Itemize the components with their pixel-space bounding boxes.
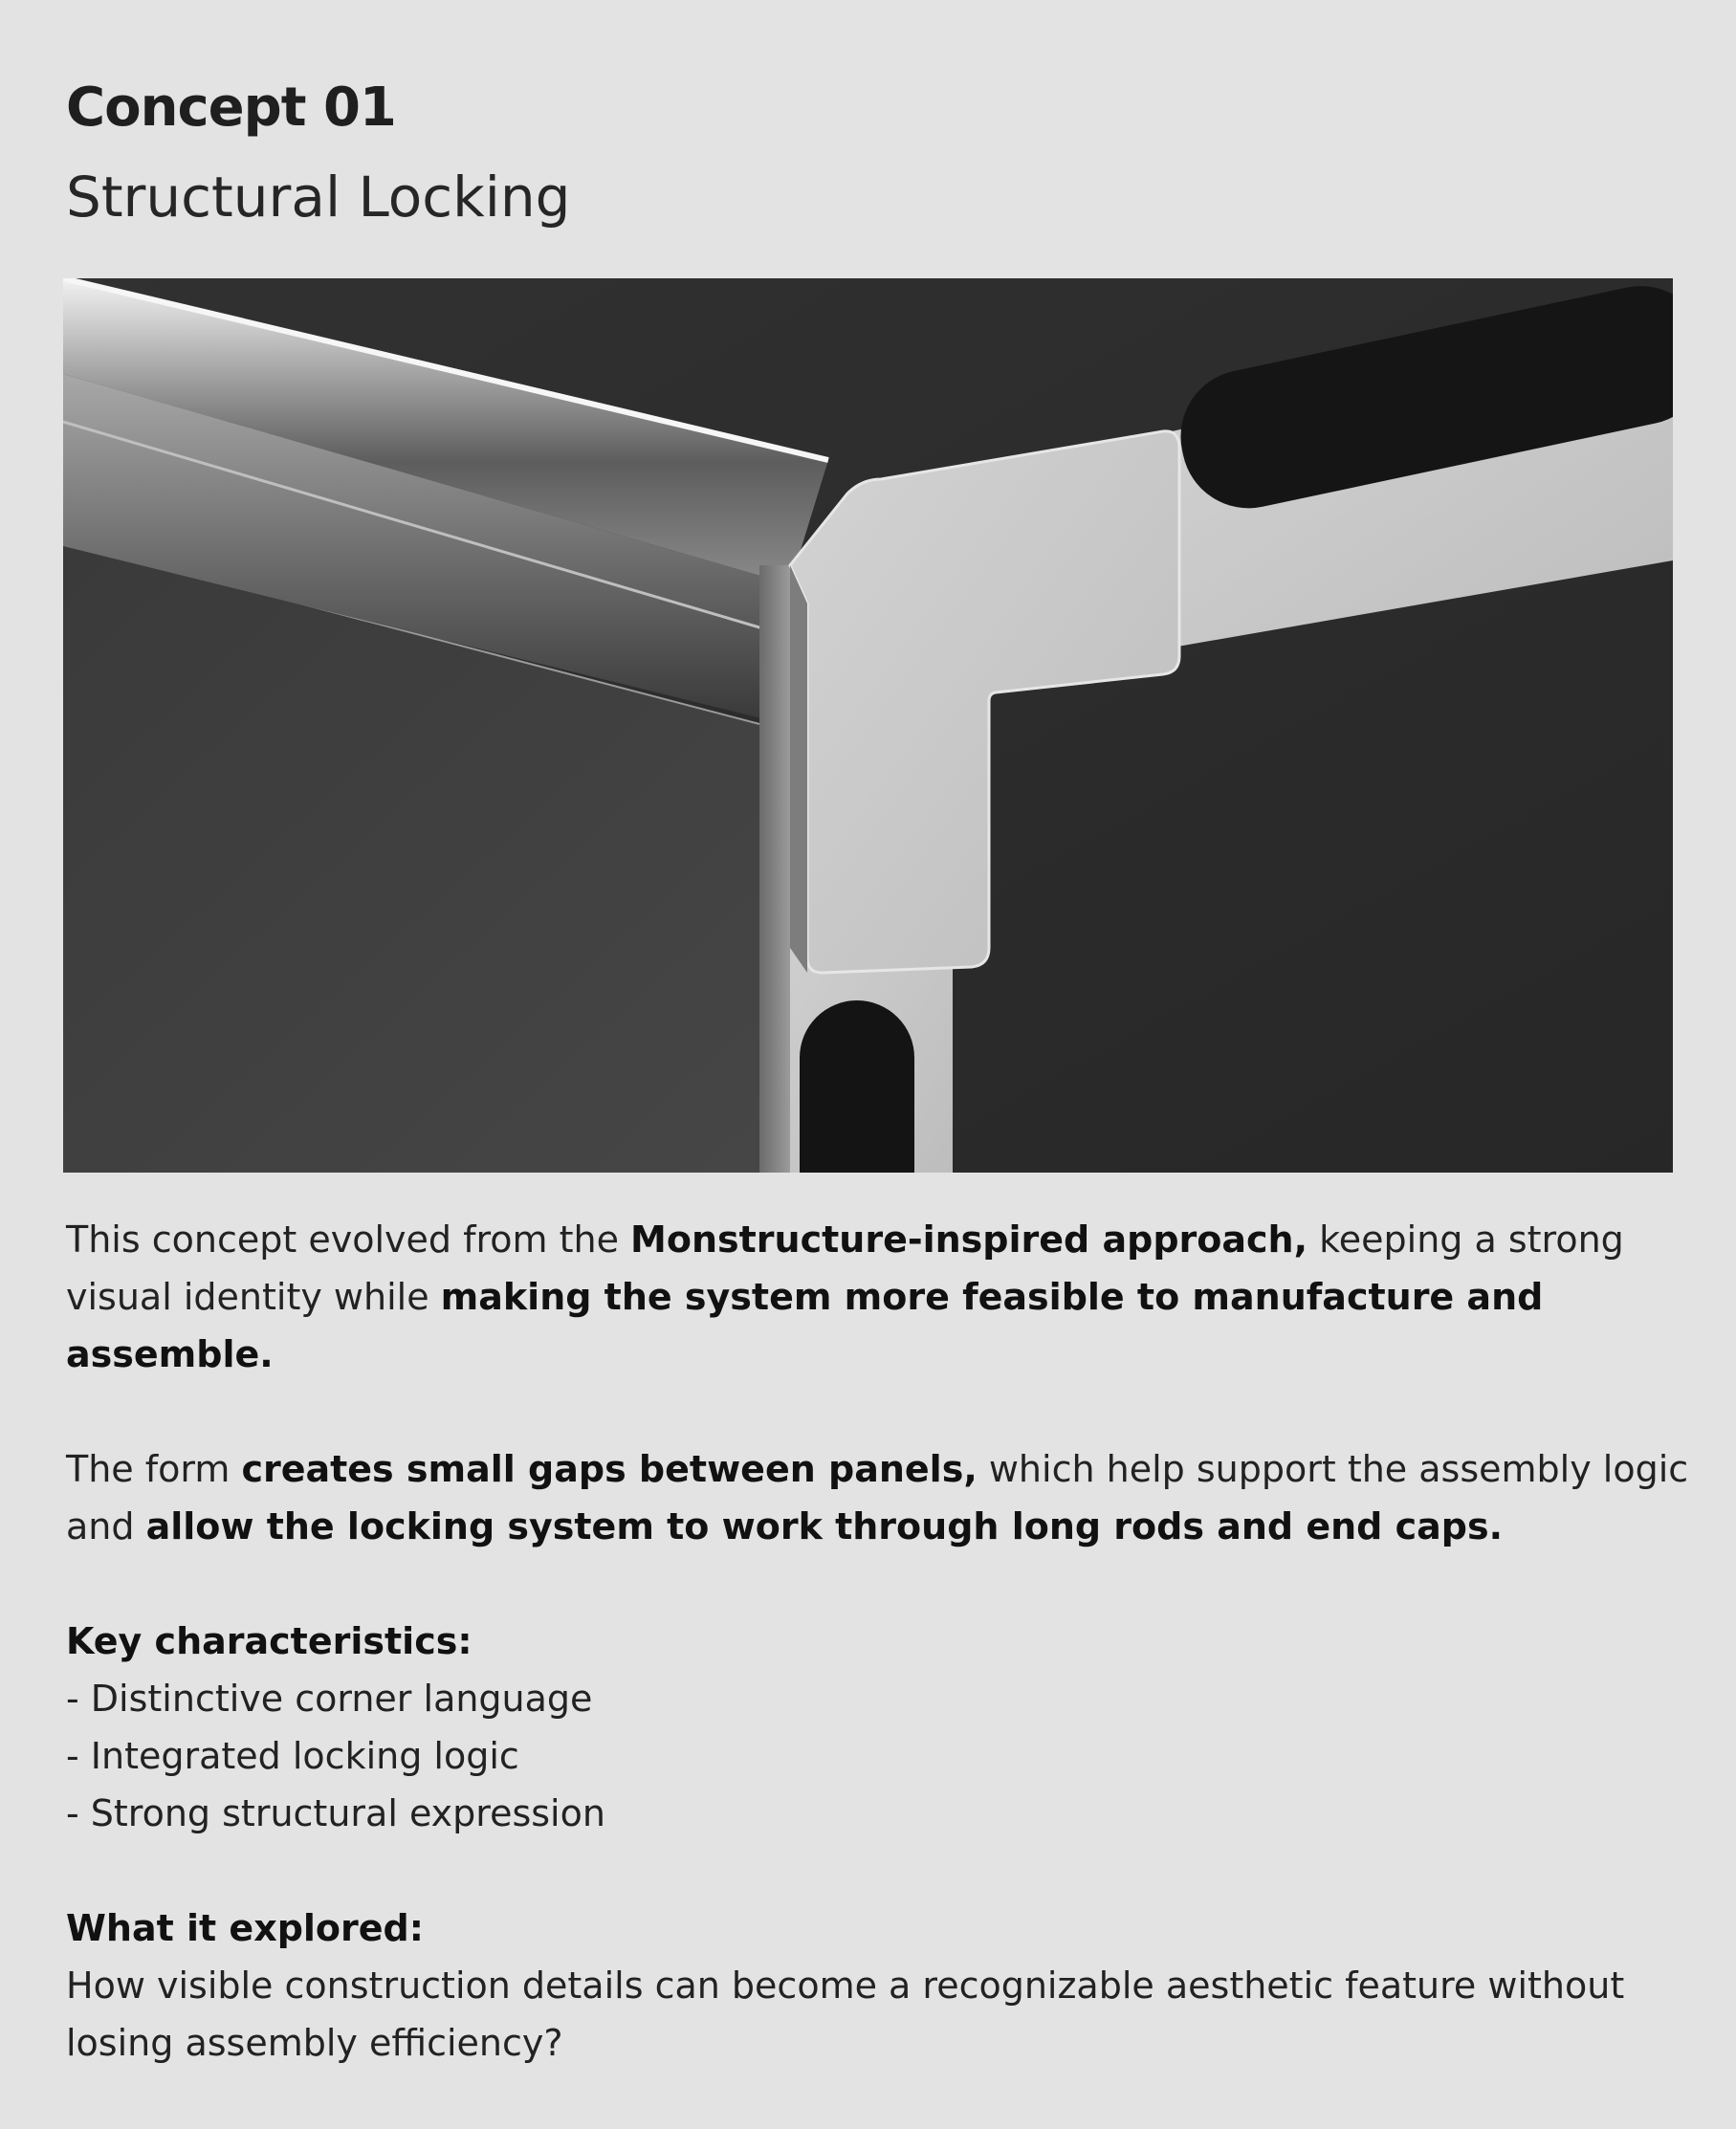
explored-heading: What it explored: <box>66 1907 424 1949</box>
paragraph-intro <box>66 1211 1692 1383</box>
characteristic-item: - Strong structural expression <box>66 1792 605 1834</box>
paragraph-form-text-2: which help support the assembly logic and <box>66 1448 1689 1547</box>
concept-title: Concept 01 <box>66 77 396 139</box>
characteristic-item: - Integrated locking logic <box>66 1735 519 1777</box>
paragraph-intro-text-2: keeping a strong visual identity while <box>66 1218 1624 1318</box>
paragraph-intro-bold-1: Monstructure-inspired approach, <box>630 1218 1308 1261</box>
characteristic-item: - Distinctive corner language <box>66 1678 593 1720</box>
paragraph-intro-bold-2: making the system more feasible to manufacture and assemble. <box>66 1276 1544 1375</box>
paragraph-form-bold-1: creates small gaps between panels, <box>241 1448 978 1490</box>
paragraph-form <box>66 1440 1692 1555</box>
paragraph-intro-text-1: This concept evolved from the <box>66 1218 631 1261</box>
paragraph-form-bold-2: allow the locking system to work through long rods and end caps. <box>145 1505 1504 1547</box>
explored-text: How visible construction details can become a recognizable aesthetic feature without losing assembly efficiency? <box>66 1964 1625 2064</box>
description <box>66 1211 1692 2072</box>
characteristics-heading: Key characteristics: <box>66 1620 472 1662</box>
concept-subtitle: Structural Locking <box>66 165 571 230</box>
corner-joint-render <box>63 278 1673 1173</box>
paragraph-form-text-1: The form <box>66 1448 242 1490</box>
